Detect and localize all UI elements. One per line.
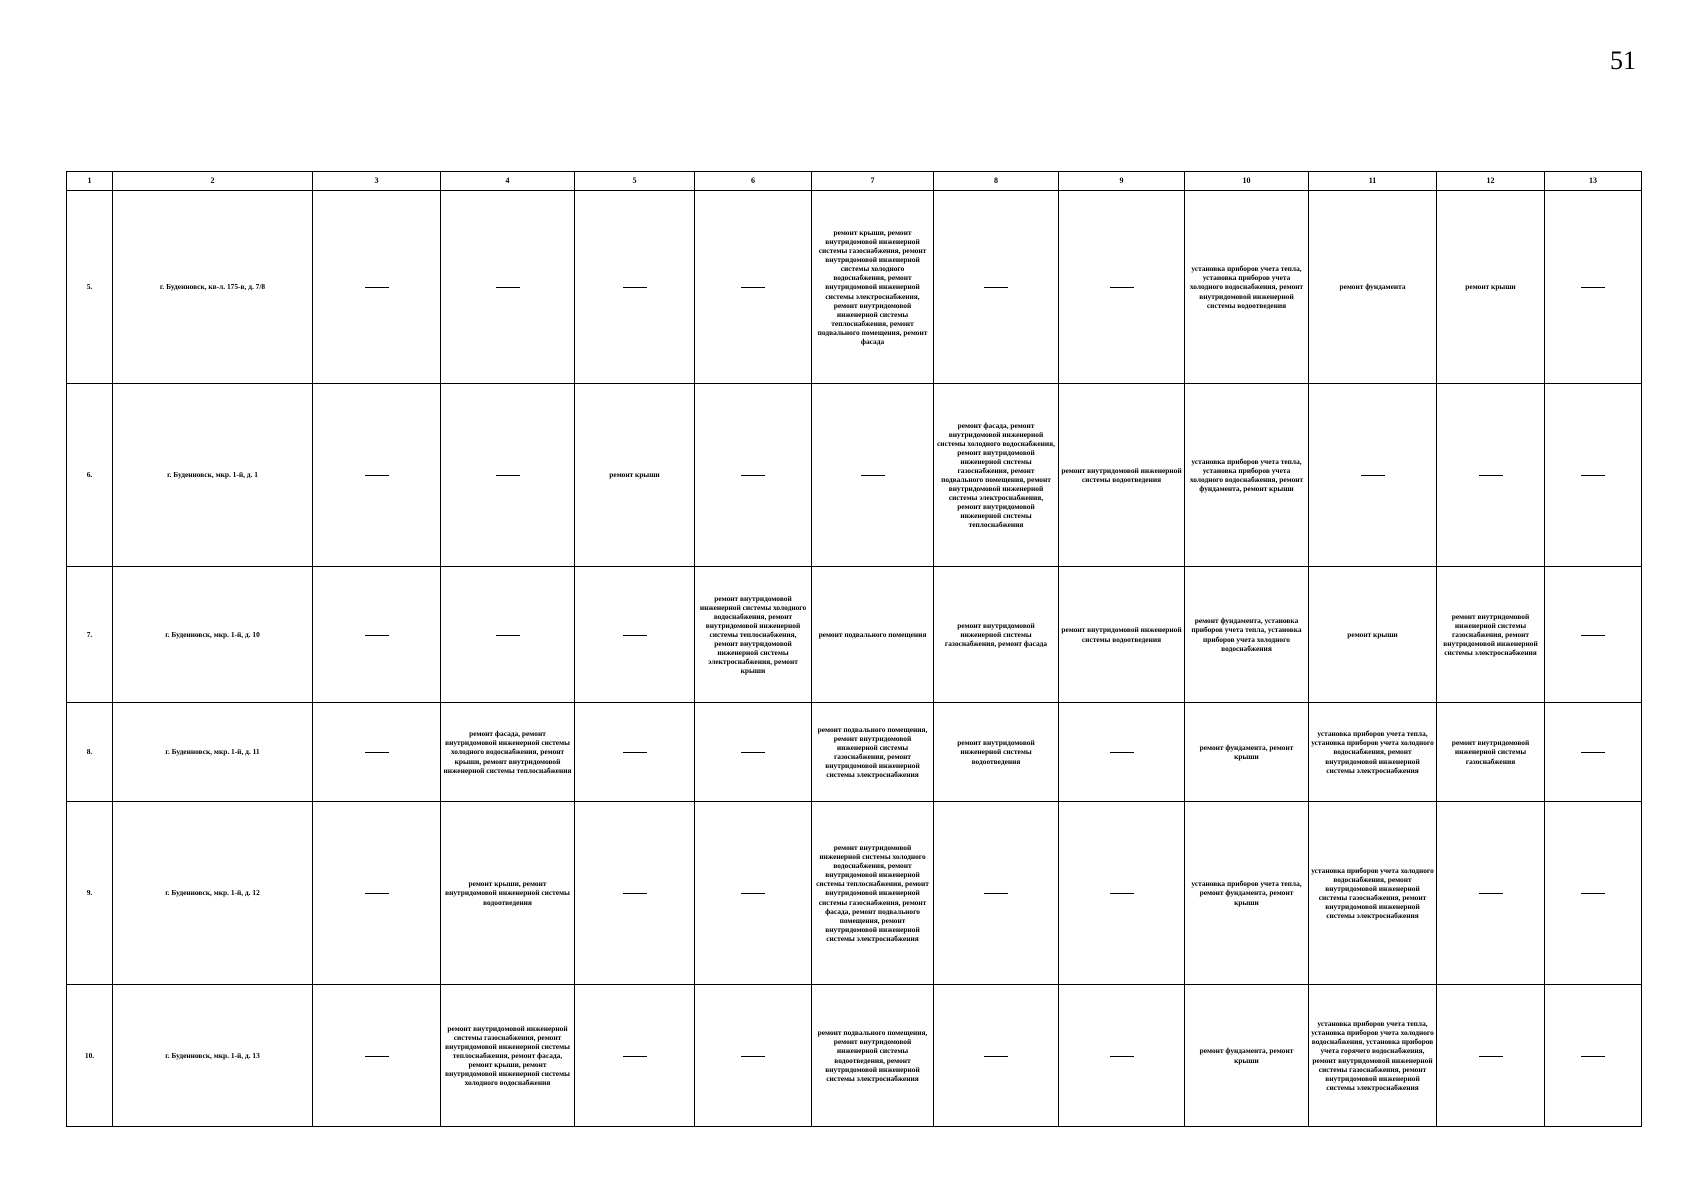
cell-work: ремонт подвального помещения, ремонт внутридомовой инженерной системы газоснабжения, ремонт внутридомовой инженерной системы электроснабжения: [812, 703, 934, 802]
column-header: 8: [934, 172, 1059, 191]
dash-mark: [1581, 1056, 1605, 1057]
row-address: г. Буденновск, мкр. 1-й, д. 11: [113, 703, 313, 802]
dash-mark: [1581, 635, 1605, 636]
dash-mark: [741, 752, 765, 753]
cell-work: ремонт внутридомовой инженерной системы газоснабжения, ремонт внутридомовой инженерной системы электроснабжения: [1437, 567, 1545, 703]
dash-mark: [623, 752, 647, 753]
cell-empty: [313, 802, 441, 985]
dash-mark: [1361, 475, 1385, 476]
dash-mark: [741, 287, 765, 288]
dash-mark: [741, 1056, 765, 1057]
dash-mark: [1581, 752, 1605, 753]
cell-work: ремонт подвального помещения, ремонт внутридомовой инженерной системы водоотведения, ремонт внутридомовой инженерной системы электроснабжения: [812, 985, 934, 1127]
cell-work: ремонт фасада, ремонт внутридомовой инженерной системы холодного водоснабжения, ремонт крыши, ремонт внутридомовой инженерной системы теплоснабжения: [441, 703, 575, 802]
dash-mark: [1479, 1056, 1503, 1057]
cell-work: установка приборов учета тепла, установка приборов учета холодного водоснабжения, ремонт фундамента, ремонт крыши: [1185, 384, 1309, 567]
cell-work: ремонт крыши: [1309, 567, 1437, 703]
cell-empty: [1059, 802, 1185, 985]
cell-empty: [575, 802, 695, 985]
cell-empty: [441, 567, 575, 703]
row-address: г. Буденновск, мкр. 1-й, д. 1: [113, 384, 313, 567]
row-address: г. Буденновск, мкр. 1-й, д. 10: [113, 567, 313, 703]
row-number: 6.: [67, 384, 113, 567]
cell-empty: [1545, 191, 1642, 384]
cell-empty: [1545, 985, 1642, 1127]
cell-empty: [695, 802, 812, 985]
table-row: [67, 703, 1642, 802]
cell-empty: [1059, 191, 1185, 384]
cell-empty: [812, 384, 934, 567]
cell-empty: [575, 567, 695, 703]
dash-mark: [365, 635, 389, 636]
cell-empty: [1545, 384, 1642, 567]
column-header: 9: [1059, 172, 1185, 191]
column-header: 5: [575, 172, 695, 191]
table-row: [67, 191, 1642, 384]
repair-schedule-table: [66, 171, 1642, 1127]
cell-empty: [575, 703, 695, 802]
dash-mark: [623, 635, 647, 636]
cell-work: ремонт внутридомовой инженерной системы водоотведения: [934, 703, 1059, 802]
cell-empty: [934, 802, 1059, 985]
row-address: г. Буденновск, мкр. 1-й, д. 13: [113, 985, 313, 1127]
cell-empty: [695, 384, 812, 567]
dash-mark: [365, 475, 389, 476]
cell-empty: [313, 985, 441, 1127]
dash-mark: [365, 752, 389, 753]
column-header: 13: [1545, 172, 1642, 191]
dash-mark: [741, 475, 765, 476]
dash-mark: [1110, 1056, 1134, 1057]
cell-empty: [313, 567, 441, 703]
row-number: 7.: [67, 567, 113, 703]
cell-empty: [1437, 802, 1545, 985]
column-number-header: [67, 172, 1642, 191]
cell-empty: [575, 985, 695, 1127]
cell-work: установка приборов учета тепла, установка приборов учета холодного водоснабжения, ремонт внутридомовой инженерной системы электроснабжения: [1309, 703, 1437, 802]
dash-mark: [861, 475, 885, 476]
dash-mark: [1479, 893, 1503, 894]
row-number: 9.: [67, 802, 113, 985]
cell-work: ремонт фундамента, установка приборов учета тепла, установка приборов учета холодного водоснабжения: [1185, 567, 1309, 703]
cell-work: ремонт крыши, ремонт внутридомовой инженерной системы водоотведения: [441, 802, 575, 985]
cell-work: ремонт внутридомовой инженерной системы холодного водоснабжения, ремонт внутридомовой инженерной системы теплоснабжения, ремонт внутридомовой инженерной системы газоснабжения, ремонт фасада, ремонт подвального помещения, ремонт внутридомовой инженерной системы электроснабжения: [812, 802, 934, 985]
dash-mark: [496, 287, 520, 288]
column-header: 2: [113, 172, 313, 191]
dash-mark: [365, 893, 389, 894]
row-address: г. Буденновск, мкр. 1-й, д. 12: [113, 802, 313, 985]
dash-mark: [496, 475, 520, 476]
dash-mark: [984, 287, 1008, 288]
dash-mark: [1479, 475, 1503, 476]
table-row: [67, 567, 1642, 703]
dash-mark: [365, 287, 389, 288]
cell-empty: [1545, 567, 1642, 703]
cell-work: ремонт внутридомовой инженерной системы водоотведения: [1059, 384, 1185, 567]
row-number: 5.: [67, 191, 113, 384]
table-row: [67, 985, 1642, 1127]
cell-empty: [1437, 985, 1545, 1127]
cell-work: ремонт внутридомовой инженерной системы холодного водоснабжения, ремонт внутридомовой инженерной системы теплоснабжения, ремонт внутридомовой инженерной системы электроснабжения, ремонт крыши: [695, 567, 812, 703]
cell-work: ремонт подвального помещения: [812, 567, 934, 703]
cell-empty: [441, 191, 575, 384]
column-header: 10: [1185, 172, 1309, 191]
dash-mark: [623, 287, 647, 288]
dash-mark: [1581, 893, 1605, 894]
dash-mark: [365, 1056, 389, 1057]
dash-mark: [1110, 287, 1134, 288]
cell-work: установка приборов учета тепла, установка приборов учета холодного водоснабжения, установка приборов учета горячего водоснабжения, ремонт внутридомовой инженерной системы газоснабжения, ремонт внутридомовой инженерной системы электроснабжения: [1309, 985, 1437, 1127]
cell-work: ремонт крыши, ремонт внутридомовой инженерной системы газоснабжения, ремонт внутридомовой инженерной системы холодного водоснабжения, ремонт внутридомовой инженерной системы электроснабжения, ремонт внутридомовой инженерной системы теплоснабжения, ремонт подвального помещения, ремонт фасада: [812, 191, 934, 384]
page-number: 51: [1610, 46, 1636, 75]
cell-work: ремонт внутридомовой инженерной системы газоснабжения: [1437, 703, 1545, 802]
cell-work: ремонт крыши: [575, 384, 695, 567]
cell-empty: [934, 985, 1059, 1127]
cell-work: ремонт фасада, ремонт внутридомовой инженерной системы холодного водоснабжения, ремонт внутридомовой инженерной системы газоснабжения, ремонт подвального помещения, ремонт внутридомовой инженерной системы электроснабжения, ремонт внутридомовой инженерной системы теплоснабжения: [934, 384, 1059, 567]
cell-work: установка приборов учета тепла, ремонт фундамента, ремонт крыши: [1185, 802, 1309, 985]
cell-empty: [1309, 384, 1437, 567]
dash-mark: [623, 1056, 647, 1057]
column-header: 1: [67, 172, 113, 191]
cell-empty: [1059, 985, 1185, 1127]
cell-empty: [313, 191, 441, 384]
cell-empty: [1545, 802, 1642, 985]
cell-empty: [313, 384, 441, 567]
cell-work: ремонт фундамента, ремонт крыши: [1185, 703, 1309, 802]
cell-empty: [695, 191, 812, 384]
cell-empty: [934, 191, 1059, 384]
row-address: г. Буденновск, кв-л. 175-в, д. 7/8: [113, 191, 313, 384]
cell-empty: [1545, 703, 1642, 802]
dash-mark: [496, 635, 520, 636]
cell-work: установка приборов учета холодного водоснабжения, ремонт внутридомовой инженерной системы газоснабжения, ремонт внутридомовой инженерной системы электроснабжения: [1309, 802, 1437, 985]
cell-work: ремонт внутридомовой инженерной системы водоотведения: [1059, 567, 1185, 703]
cell-empty: [1437, 384, 1545, 567]
dash-mark: [1110, 752, 1134, 753]
column-header: 6: [695, 172, 812, 191]
dash-mark: [1110, 893, 1134, 894]
column-header: 4: [441, 172, 575, 191]
cell-empty: [695, 703, 812, 802]
cell-work: ремонт внутридомовой инженерной системы газоснабжения, ремонт внутридомовой инженерной системы теплоснабжения, ремонт фасада, ремонт крыши, ремонт внутридомовой инженерной системы холодного водоснабжения: [441, 985, 575, 1127]
dash-mark: [623, 893, 647, 894]
dash-mark: [1581, 287, 1605, 288]
cell-work: ремонт фундамента, ремонт крыши: [1185, 985, 1309, 1127]
dash-mark: [984, 1056, 1008, 1057]
row-number: 8.: [67, 703, 113, 802]
column-header: 11: [1309, 172, 1437, 191]
table-row: [67, 802, 1642, 985]
cell-empty: [441, 384, 575, 567]
cell-empty: [575, 191, 695, 384]
row-number: 10.: [67, 985, 113, 1127]
dash-mark: [1581, 475, 1605, 476]
dash-mark: [741, 893, 765, 894]
cell-work: ремонт крыши: [1437, 191, 1545, 384]
cell-empty: [1059, 703, 1185, 802]
cell-empty: [313, 703, 441, 802]
cell-work: установка приборов учета тепла, установка приборов учета холодного водоснабжения, ремонт внутридомовой инженерной системы водоотведения: [1185, 191, 1309, 384]
cell-work: ремонт фундамента: [1309, 191, 1437, 384]
cell-empty: [695, 985, 812, 1127]
column-header: 12: [1437, 172, 1545, 191]
table-row: [67, 384, 1642, 567]
cell-work: ремонт внутридомовой инженерной системы газоснабжения, ремонт фасада: [934, 567, 1059, 703]
column-header: 7: [812, 172, 934, 191]
dash-mark: [984, 893, 1008, 894]
column-header: 3: [313, 172, 441, 191]
